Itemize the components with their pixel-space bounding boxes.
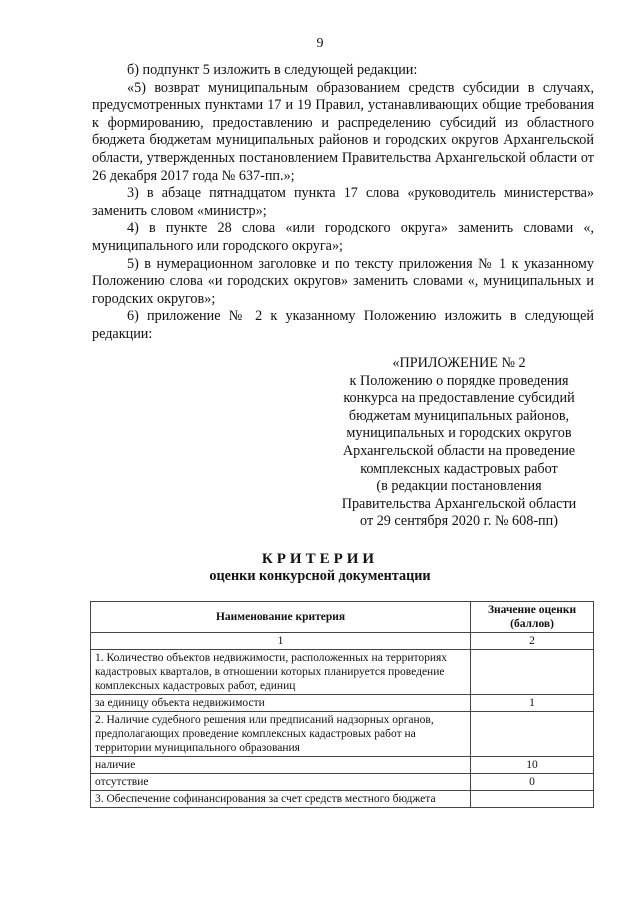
criterion-cell: отсутствие bbox=[91, 774, 471, 791]
body-text bbox=[92, 62, 594, 344]
criterion-cell: за единицу объекта недвижимости bbox=[91, 695, 471, 712]
criterion-cell: 1. Количество объектов недвижимости, расположенных на территориях кадастровых кварталов, в отношении которых планируется проведение комплексных кадастровых работ, единиц bbox=[91, 650, 471, 695]
score-cell: 0 bbox=[471, 774, 594, 791]
paragraph: 4) в пункте 28 слова «или городского округа» заменить словами «, муниципального или городского округа»; bbox=[92, 220, 594, 254]
appendix-line: от 29 сентября 2020 г. № 608-пп) bbox=[360, 513, 558, 530]
criteria-title: КРИТЕРИИ bbox=[261, 551, 379, 567]
column-number: 2 bbox=[471, 633, 594, 650]
table-header-row bbox=[91, 602, 594, 633]
appendix-line: Правительства Архангельской области bbox=[341, 495, 577, 512]
table-row bbox=[91, 774, 594, 791]
appendix-line: Архангельской области на проведение bbox=[342, 442, 576, 459]
criterion-cell: 3. Обеспечение софинансирования за счет средств местного бюджета bbox=[91, 791, 471, 808]
paragraph: 6) приложение № 2 к указанному Положению изложить в следующей редакции: bbox=[92, 308, 594, 342]
criterion-cell: наличие bbox=[91, 757, 471, 774]
appendix-line: конкурса на предоставление субсидий bbox=[343, 390, 575, 407]
table-row bbox=[91, 757, 594, 774]
appendix-block bbox=[328, 355, 590, 531]
score-cell bbox=[471, 650, 594, 695]
score-cell bbox=[471, 712, 594, 757]
column-number: 1 bbox=[91, 633, 471, 650]
score-cell: 1 bbox=[471, 695, 594, 712]
criteria-table bbox=[90, 601, 594, 808]
criterion-cell: 2. Наличие судебного решения или предписаний надзорных органов, предполагающих проведение комплексных кадастровых работ на территории муниципального образования bbox=[91, 712, 471, 757]
table-header-criterion: Наименование критерия bbox=[91, 602, 471, 633]
paragraph: 3) в абзаце пятнадцатом пункта 17 слова «руководитель министерства» заменить словом «министр»; bbox=[92, 185, 594, 219]
appendix-line: комплексных кадастровых работ bbox=[360, 460, 558, 477]
paragraph: б) подпункт 5 изложить в следующей редакции: bbox=[127, 62, 418, 78]
paragraph: «5) возврат муниципальным образованием средств субсидии в случаях, предусмотренных пунктами 17 и 19 Правил, устанавливающих общие требования к формированию, предоставлению и распределению субсидий из областного бюджета бюджетам муниципальных районов и городских округов Архангельской области, утвержденных постановлением Правительства Архангельской области от 26 декабря 2017 года № 637-пп.»; bbox=[92, 79, 594, 184]
score-cell: 10 bbox=[471, 757, 594, 774]
criteria-subtitle: оценки конкурсной документации bbox=[209, 568, 431, 584]
table-row bbox=[91, 791, 594, 808]
appendix-title: «ПРИЛОЖЕНИЕ № 2 bbox=[392, 355, 526, 371]
score-cell bbox=[471, 791, 594, 808]
appendix-line: бюджетам муниципальных районов, bbox=[348, 407, 570, 424]
appendix-line: (в редакции постановления bbox=[376, 478, 542, 495]
table-column-number-row bbox=[91, 633, 594, 650]
table-header-score: Значение оценки (баллов) bbox=[471, 602, 594, 633]
table-row bbox=[91, 695, 594, 712]
table-row bbox=[91, 650, 594, 695]
appendix-line: муниципальных и городских округов bbox=[346, 425, 572, 442]
appendix-line: к Положению о порядке проведения bbox=[349, 372, 569, 389]
page-number: 9 bbox=[316, 36, 324, 51]
paragraph: 5) в нумерационном заголовке и по тексту приложения № 1 к указанному Положению слова «и городских округов» заменить словами «, муниципальных и городских округов»; bbox=[92, 255, 594, 307]
table-row bbox=[91, 712, 594, 757]
